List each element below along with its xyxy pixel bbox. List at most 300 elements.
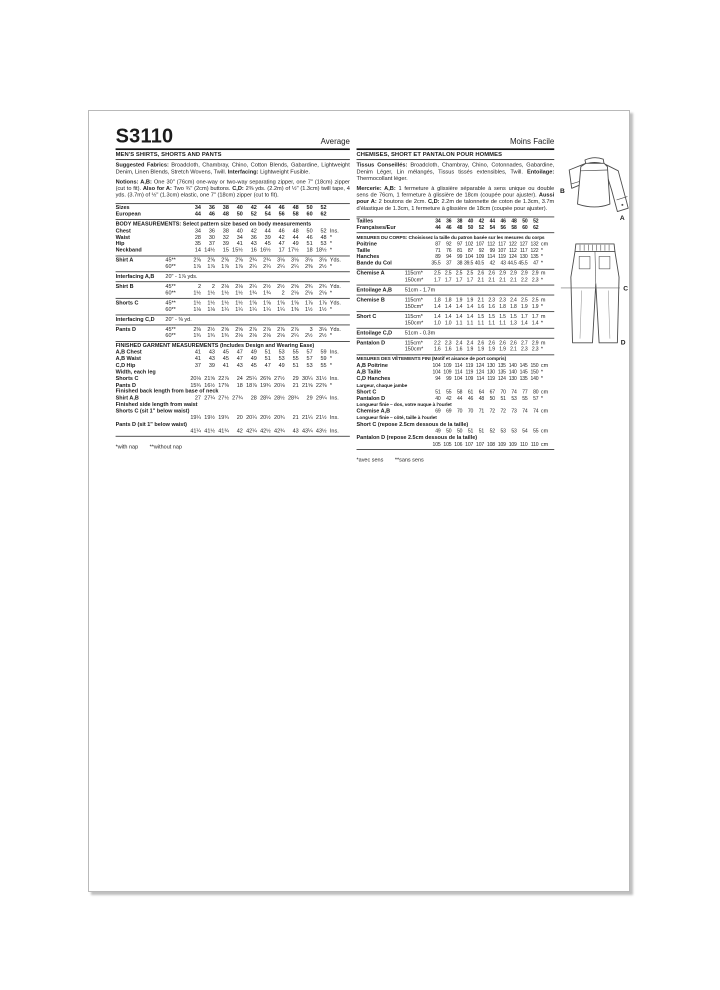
size-value: 130 (508, 375, 517, 382)
size-value: 106 (454, 441, 463, 448)
size-value: 70 (500, 389, 506, 395)
row-label: Shirt A (115, 257, 134, 264)
table-rule (116, 324, 350, 325)
size-value: 1.8 (433, 297, 441, 303)
size-value: 45.5 (518, 260, 528, 267)
unit-label: m (540, 270, 546, 277)
size-value: 59 (320, 356, 327, 363)
size-value: 1½ (193, 300, 201, 307)
table-rule (116, 272, 350, 273)
row-label: Chest (115, 228, 131, 234)
size-value: 2.7 (520, 339, 528, 346)
table-section-heading: MESURES DES VÊTEMENTS FINI (Motif et aisance de port compris) (356, 357, 507, 363)
size-value: 20½ (260, 415, 271, 421)
size-value: 1.1 (499, 320, 506, 326)
size-value: 1¾ (207, 333, 215, 339)
size-value: 28 (194, 234, 201, 241)
size-value: 62 (320, 211, 327, 218)
size-value: 1⅝ (249, 300, 257, 307)
size-value: 2¼ (291, 263, 299, 270)
size-value: 56 (500, 224, 506, 231)
size-value: 1.5 (488, 313, 495, 320)
size-value: 49 (292, 240, 299, 247)
size-value: 1.6 (433, 346, 441, 353)
table-row-label-line: Pantalon D (repose 2.5cm dessous de la taille) (356, 434, 478, 441)
width-subcolumn: 60** (165, 263, 176, 270)
size-value: 1⅞ (193, 263, 201, 270)
size-value: 43 (208, 349, 215, 356)
size-value: 1¾ (221, 333, 229, 339)
size-value: 132 (530, 241, 539, 248)
size-value: 51 (264, 349, 271, 356)
size-value: 1½ (193, 290, 201, 297)
size-value: 71 (435, 247, 441, 254)
size-value: 109 (465, 375, 474, 382)
size-value: 1.9 (477, 346, 485, 353)
yardage-note: 20" - 1⅞ yds. (165, 273, 198, 280)
size-value: 2.1 (510, 277, 517, 284)
size-value: 57 (306, 349, 313, 356)
row-label: Hanches (356, 254, 380, 261)
size-value: 87 (435, 241, 441, 248)
size-value: 60 (522, 224, 528, 231)
size-value: 2½ (207, 326, 215, 333)
size-value: 47 (278, 240, 285, 247)
row-label: Poitrine (356, 241, 377, 248)
table-row-label-line: Shorts C (sit 1" below waist) (115, 408, 190, 415)
size-value: 1.9 (455, 297, 463, 303)
size-value: 104 (432, 369, 441, 376)
size-value: 1.0 (444, 320, 452, 326)
size-value: 92 (446, 241, 452, 248)
size-value: 47 (264, 362, 271, 369)
row-label: Shirt A,B (115, 395, 139, 402)
table-row (116, 428, 350, 434)
header-row-fr (357, 124, 555, 146)
row-label: Entoilage A,B (356, 287, 392, 293)
size-value: 46 (500, 218, 506, 225)
size-value: 1.8 (510, 303, 517, 310)
size-value: 1⅞ (318, 300, 327, 307)
size-value: 2½ (318, 333, 327, 339)
size-value: 2.9 (510, 270, 517, 277)
size-value: 109 (497, 441, 506, 448)
size-value: 20⅛ (274, 382, 285, 389)
size-value: 114 (454, 369, 463, 376)
size-value: 25¼ (246, 375, 257, 382)
size-value: 47 (533, 260, 539, 267)
size-value: 43½ (315, 427, 327, 434)
text-run: Two ¾" (2cm) buttons. (171, 185, 233, 192)
size-value: 2.9 (499, 270, 506, 277)
size-value: 140 (530, 375, 539, 382)
unit-label: * (540, 369, 544, 376)
table-wide-row (116, 274, 350, 280)
size-value: 2⅛ (318, 290, 327, 297)
size-value: 69 (435, 408, 441, 415)
size-value: 110 (530, 441, 539, 448)
size-value: 1⅝ (263, 300, 271, 307)
size-value: 1.8 (444, 297, 452, 303)
size-value: 1.7 (444, 277, 452, 284)
size-value: 48 (478, 395, 485, 402)
size-value: 3⅛ (291, 257, 299, 264)
size-value: 2¾ (318, 283, 327, 290)
size-value: 1⅝ (291, 300, 299, 307)
size-value: 1⅝ (277, 300, 285, 307)
size-value: 2 (211, 283, 215, 290)
size-value: 41¾ (218, 427, 229, 434)
size-value: 38 (456, 218, 463, 225)
size-value: 58 (511, 224, 517, 231)
table-rule (116, 315, 350, 316)
size-value: 51 (306, 240, 313, 247)
width-subcolumn: 115cm* (404, 313, 423, 320)
size-value: 36 (208, 204, 215, 211)
size-value: 2.3 (488, 297, 495, 303)
size-value: 15 (222, 247, 229, 254)
row-label: Françaises/Eur (356, 224, 396, 231)
unit-label: * (329, 247, 333, 254)
size-value: 28¾ (288, 395, 299, 402)
size-value: 2⅝ (235, 257, 243, 264)
size-value: 1.3 (510, 320, 517, 326)
size-value: 51 (500, 395, 506, 402)
table-section-heading: Largeur, chaque jambe (356, 383, 408, 389)
size-value: 28 (250, 395, 257, 402)
size-value: 89 (435, 254, 441, 261)
table-wide-row (116, 317, 350, 323)
size-value: 51 (435, 389, 441, 395)
size-value: 50 (236, 211, 243, 218)
row-label: Sizes (115, 204, 130, 211)
size-value: 2⅛ (249, 333, 257, 339)
size-value: 2.3 (520, 346, 528, 353)
size-value: 42 (489, 260, 495, 267)
size-value: 77 (522, 389, 528, 395)
size-value: 1½ (318, 306, 327, 313)
size-value: 1.4 (466, 313, 474, 320)
unit-label: * (329, 240, 333, 247)
size-value: 49 (278, 362, 285, 369)
size-value: 1.7 (466, 277, 474, 284)
size-value: 92 (478, 247, 485, 254)
size-value: 2.5 (455, 270, 463, 277)
size-value: 2⅛ (235, 283, 243, 290)
size-value: 20⅛ (190, 375, 201, 382)
size-value: 3⅛ (318, 257, 327, 264)
size-value: 135 (519, 375, 528, 382)
size-value: 61 (467, 389, 474, 395)
size-value: 37 (208, 240, 215, 247)
size-value: 2.2 (433, 339, 441, 346)
size-value: 45 (250, 362, 257, 369)
size-value: 43¼ (301, 427, 313, 434)
size-value: 35.5 (431, 260, 441, 267)
size-value: 2.4 (455, 339, 463, 346)
size-value: 2⅛ (277, 333, 285, 339)
size-value: 53 (511, 428, 517, 435)
size-value: 110 (519, 441, 528, 448)
row-label: Taille (356, 247, 371, 254)
size-value: 42¾ (274, 427, 285, 434)
unit-label: cm (540, 389, 549, 395)
size-value: 99 (456, 254, 463, 261)
size-value: 42 (250, 204, 257, 211)
size-value: 42 (478, 218, 485, 225)
size-value: 42 (278, 234, 285, 241)
size-value: 1¼ (221, 306, 229, 313)
table-rule (116, 341, 350, 342)
bold-lead: Tissus Conseillés: (356, 162, 408, 169)
size-value: 50 (306, 228, 313, 234)
unit-label: Ins. (329, 375, 339, 382)
size-value: 1⅞ (221, 263, 229, 270)
title-rule-fr (357, 159, 555, 160)
size-value: 1.4 (444, 303, 452, 310)
size-value: 40 (467, 218, 474, 225)
size-value: 1.6 (455, 346, 463, 353)
unit-label: cm (540, 363, 549, 369)
size-value: 55 (320, 362, 327, 369)
size-value: 3⅛ (318, 326, 327, 333)
bold-lead: C,D: (427, 198, 440, 205)
notions-paragraph-fr (357, 185, 555, 212)
size-value: 47 (236, 349, 243, 356)
size-value: 27¼ (204, 395, 215, 402)
size-value: 48 (222, 211, 229, 218)
size-value: 1.4 (455, 313, 463, 320)
size-value: 1.4 (531, 320, 539, 326)
table-wide-row (357, 287, 555, 293)
size-value: 51 (478, 428, 485, 435)
size-value: 59 (320, 349, 327, 356)
size-value: 52 (489, 428, 495, 435)
size-value: 107 (497, 247, 506, 254)
size-value: 2⅝ (221, 326, 229, 333)
size-value: 28¼ (260, 395, 271, 402)
row-label: Neckband (115, 247, 142, 254)
table-row (116, 290, 350, 296)
size-value: 104 (454, 375, 463, 382)
text-run: 2.2m de talonnette de coton de 1.3cm, 3.7m d'élastique de 1.3cm, 1 fermeture à glissière de 18cm (coupée pour ajuster). (356, 198, 555, 212)
table-row (116, 264, 350, 270)
unit-label: * (329, 356, 333, 363)
size-value: 50 (306, 204, 313, 211)
size-value: 15¾ (190, 382, 201, 389)
size-value: 2.9 (531, 339, 539, 346)
size-value: 52 (478, 224, 485, 231)
size-value: 1¾ (193, 333, 201, 339)
size-value: 41½ (204, 427, 215, 434)
size-value: 114 (454, 363, 463, 369)
size-value: 44 (264, 204, 271, 211)
table-rule (116, 219, 350, 220)
size-value: 1.4 (520, 320, 528, 326)
size-value: 34 (435, 218, 441, 225)
pattern-number: S3110 (115, 125, 174, 148)
unit-label: * (329, 333, 333, 339)
size-value: 1⅞ (305, 300, 313, 307)
table-rule (357, 295, 555, 296)
size-value: 2.1 (488, 277, 495, 284)
size-value: 14½ (204, 247, 215, 254)
size-value: 46 (446, 224, 452, 231)
unit-label: Ins. (329, 228, 339, 234)
size-value: 18½ (315, 247, 327, 254)
unit-label: m (540, 297, 546, 303)
size-value: 49 (250, 349, 257, 356)
size-value: 48 (292, 228, 299, 234)
row-label: Chemise A (356, 270, 385, 277)
size-value: 34 (194, 204, 201, 211)
title-rule-en (116, 159, 350, 160)
unit-label: cm (540, 241, 549, 248)
size-value: 2⅝ (291, 283, 299, 290)
size-value: 124 (497, 375, 506, 382)
size-value: 55 (446, 389, 452, 395)
size-value: 1.6 (444, 346, 452, 353)
size-value: 38 (222, 228, 229, 234)
size-value: 55 (292, 356, 299, 363)
size-value: 21⅝ (301, 382, 313, 389)
row-label: Tailles (356, 218, 374, 225)
size-value: 2⅝ (221, 257, 229, 264)
size-value: 44 (264, 228, 271, 234)
size-value: 44 (435, 224, 441, 231)
bold-lead: Mercerie: A,B: (356, 185, 396, 192)
size-value: 104 (432, 363, 441, 369)
row-label: C,D Hanches (356, 375, 391, 382)
size-value: 16 (250, 247, 257, 254)
size-value: 39 (222, 240, 229, 247)
size-value: 40 (236, 228, 243, 234)
size-value: 1½ (305, 306, 313, 313)
size-value: 44 (194, 211, 201, 218)
size-value: 140 (508, 369, 517, 376)
row-label: A,B Poitrine (356, 363, 388, 369)
unit-label: * (540, 395, 544, 402)
size-value: 18 (236, 382, 243, 389)
size-value: 2⅞ (277, 326, 285, 333)
size-value: 2⅛ (235, 333, 243, 339)
size-value: 27 (194, 395, 201, 402)
unit-label: Ins. (329, 427, 339, 434)
size-value: 81 (456, 247, 463, 254)
size-value: 44 (489, 218, 495, 225)
size-value: 69 (446, 408, 452, 415)
size-value: 2.6 (488, 270, 495, 277)
size-value: 130 (519, 254, 528, 261)
row-label: Bande du Col (356, 260, 392, 267)
difficulty-label-en: Average (320, 137, 350, 147)
size-value: 124 (508, 254, 517, 261)
size-value: 1.7 (455, 277, 463, 284)
row-label: Pants D (115, 326, 136, 333)
size-value: 2.1 (510, 346, 517, 353)
size-value: 21 (292, 382, 299, 389)
size-value: 114 (476, 375, 485, 382)
size-value: 1⅞ (235, 263, 243, 270)
size-value: 29 (306, 395, 313, 402)
view-label-c: C (623, 285, 629, 293)
size-value: 1.8 (499, 303, 506, 310)
size-value: 39 (264, 234, 271, 241)
size-value: 2¼ (263, 263, 271, 270)
size-value: 2⅜ (193, 326, 201, 333)
size-value: 44.5 (507, 260, 517, 267)
size-value: 1.9 (499, 346, 506, 353)
table-row (357, 441, 555, 447)
unit-label: Yds. (329, 300, 341, 307)
size-value: 28½ (274, 395, 285, 402)
size-value: 51 (292, 362, 299, 369)
size-value: 58 (456, 389, 463, 395)
size-value: 52 (250, 211, 257, 218)
size-value: 3 (309, 326, 313, 333)
size-value: 2.6 (488, 339, 495, 346)
size-value: 1.4 (444, 313, 452, 320)
size-value: 2.4 (510, 297, 517, 303)
size-value: 114 (487, 254, 495, 261)
unit-label: * (329, 290, 333, 297)
unit-label: Yds. (329, 326, 341, 333)
size-value: 43 (292, 427, 299, 434)
unit-label: * (329, 362, 333, 369)
notions-paragraph-en (116, 179, 350, 199)
size-value: 56 (278, 211, 285, 218)
size-value: 2.5 (444, 270, 452, 277)
table-row-label-line: Short C (repose 2.5cm dessous de la taille) (356, 421, 469, 428)
size-value: 55 (522, 395, 528, 402)
width-subcolumn: 45** (165, 300, 176, 307)
table-rule (116, 298, 350, 299)
size-value: 58 (292, 211, 299, 218)
size-value: 145 (519, 369, 528, 376)
unit-label: * (540, 247, 544, 254)
width-subcolumn: 150cm* (404, 303, 424, 310)
size-value: 124 (476, 369, 485, 376)
unit-label: * (540, 277, 544, 284)
width-subcolumn: 60** (165, 290, 176, 297)
size-value: 67 (489, 389, 495, 395)
size-value: 16½ (260, 247, 271, 254)
table-row (357, 320, 555, 326)
size-value: 119 (465, 363, 474, 369)
size-value: 48 (320, 234, 327, 241)
table-row (116, 247, 350, 253)
size-value: 34 (236, 234, 243, 241)
size-value: 124 (476, 363, 485, 369)
row-label: Short C (356, 313, 377, 320)
size-value: 109 (443, 363, 452, 369)
size-value: 2¼ (277, 263, 285, 270)
size-value: 15½ (232, 247, 243, 254)
size-value: 64 (478, 389, 485, 395)
footnote-fr (357, 457, 555, 463)
size-value: 1.0 (433, 320, 441, 326)
footnote-sans-sens: **sans sens (394, 457, 424, 464)
size-value: 1.1 (466, 320, 474, 326)
size-value: 55 (292, 349, 299, 356)
english-column (116, 124, 350, 450)
size-value: 26⅜ (260, 375, 271, 382)
size-value: 45 (222, 356, 229, 363)
size-value: 2½ (277, 283, 285, 290)
table-rule (357, 216, 555, 217)
size-value: 40 (236, 204, 243, 211)
width-subcolumn: 150cm* (404, 346, 424, 353)
